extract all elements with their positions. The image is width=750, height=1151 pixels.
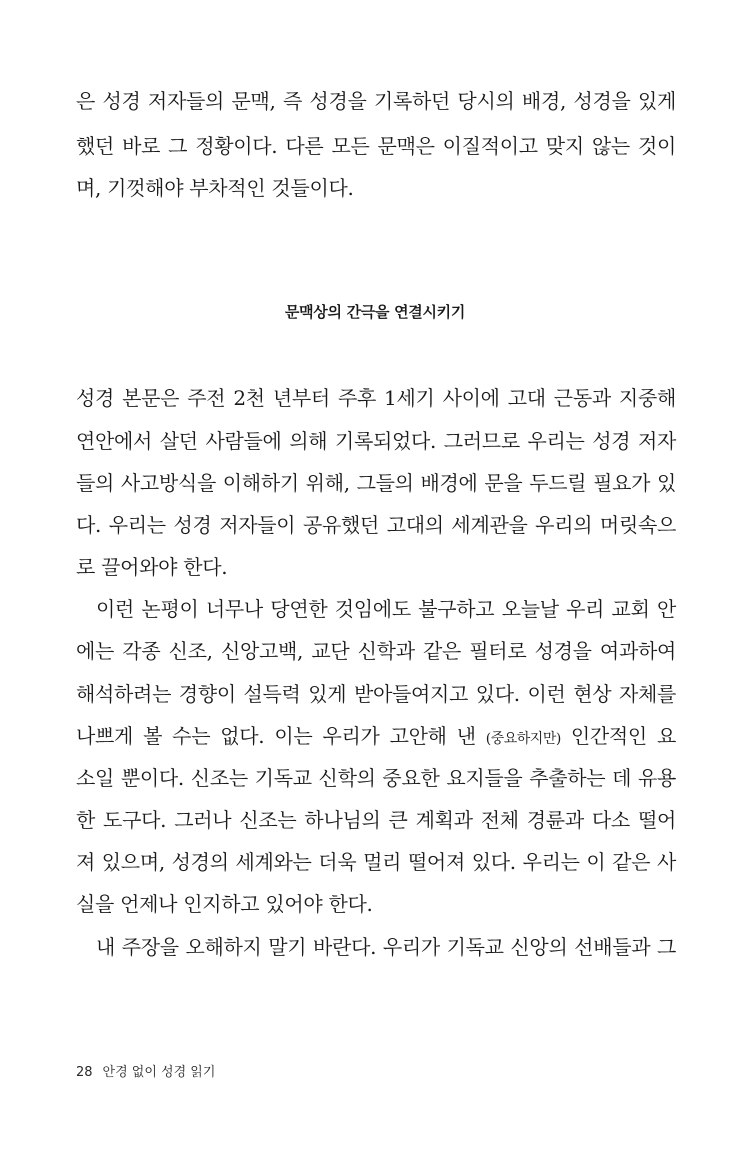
- page-number: 28: [76, 1065, 93, 1080]
- body-text-line: 며, 기껏해야 부차적인 것들이다.: [76, 176, 354, 200]
- body-text-line: [76, 723, 676, 752]
- body-text-line: 져 있으며, 성경의 세계와는 더욱 멀리 떨어져 있다. 우리는 이 같은 사: [76, 850, 676, 874]
- page-footer: [76, 1064, 215, 1082]
- parenthetical-note: (중요하지만): [485, 731, 561, 747]
- body-text-line: 했던 바로 그 정황이다. 다른 모든 문맥은 이질적이고 맞지 않는 것이: [76, 134, 676, 158]
- body-text-line: 다. 우리는 성경 저자들이 공유했던 고대의 세계관을 우리의 머릿속으: [76, 513, 676, 537]
- body-text-line: 성경 본문은 주전 2천 년부터 주후 1세기 사이에 고대 근동과 지중해: [76, 386, 676, 410]
- body-text-segment: 나쁘게 볼 수는 없다. 이는 우리가 고안해 낸: [76, 724, 486, 748]
- body-text-line: 소일 뿐이다. 신조는 기독교 신학의 중요한 요지들을 추출하는 데 유용: [76, 766, 676, 790]
- running-title: 안경 없이 성경 읽기: [102, 1065, 216, 1080]
- section-heading: 문맥상의 간극을 연결시키기: [284, 303, 466, 321]
- body-text-segment: 인간적인 요: [560, 724, 677, 748]
- body-text-line: 들의 사고방식을 이해하기 위해, 그들의 배경에 문을 두드릴 필요가 있: [76, 471, 676, 495]
- body-text-line: 로 끌어와야 한다.: [76, 555, 228, 579]
- body-text-line: 이런 논평이 너무나 당연한 것임에도 불구하고 오늘날 우리 교회 안: [96, 597, 676, 621]
- body-text-line: 은 성경 저자들의 문맥, 즉 성경을 기록하던 당시의 배경, 성경을 있게: [76, 89, 676, 113]
- body-text-line: 에는 각종 신조, 신앙고백, 교단 신학과 같은 필터로 성경을 여과하여: [76, 639, 676, 663]
- body-text-line: 연안에서 살던 사람들에 의해 기록되었다. 그러므로 우리는 성경 저자: [76, 429, 676, 453]
- body-text-line: 내 주장을 오해하지 말기 바란다. 우리가 기독교 신앙의 선배들과 그: [96, 935, 676, 959]
- body-text-line: 해석하려는 경향이 설득력 있게 받아들여지고 있다. 이런 현상 자체를: [76, 682, 676, 706]
- body-text-line: 실을 언제나 인지하고 있어야 한다.: [76, 892, 373, 916]
- body-text-line: 한 도구다. 그러나 신조는 하나님의 큰 계획과 전체 경륜과 다소 떨어: [76, 808, 676, 832]
